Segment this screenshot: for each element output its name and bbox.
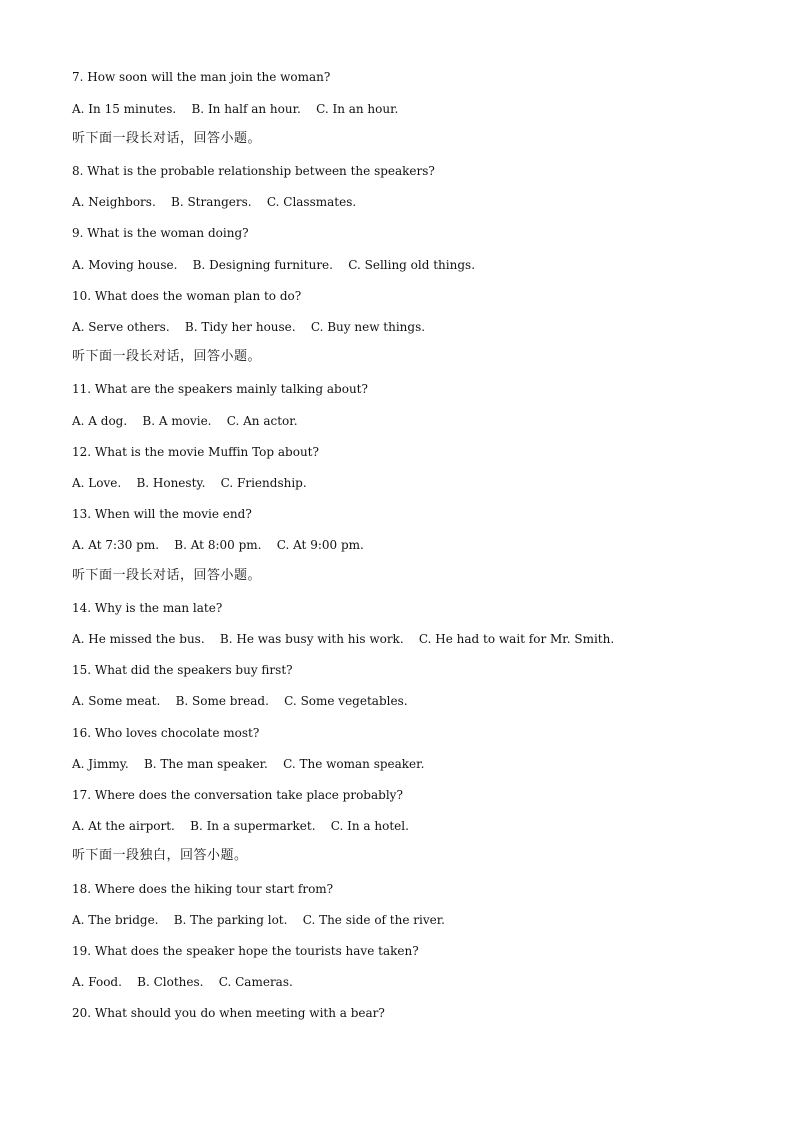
question-20: 20. What should you do when meeting with a bear? (72, 1006, 385, 1020)
options-14: A. He missed the bus. B. He was busy with his work. C. He had to wait for Mr. Smith. (72, 632, 615, 646)
question-7: 7. How soon will the man join the woman? (72, 70, 331, 84)
options-18: A. The bridge. B. The parking lot. C. The side of the river. (72, 913, 445, 927)
options-9: A. Moving house. B. Designing furniture. C. Selling old things. (72, 258, 476, 272)
question-10: 10. What does the woman plan to do? (72, 289, 302, 303)
options-15: A. Some meat. B. Some bread. C. Some vegetables. (72, 694, 408, 708)
question-8: 8. What is the probable relationship between the speakers? (72, 164, 435, 178)
question-19: 19. What does the speaker hope the tourists have taken? (72, 944, 419, 958)
question-15: 15. What did the speakers buy first? (72, 663, 293, 677)
options-10: A. Serve others. B. Tidy her house. C. Buy new things. (72, 320, 426, 334)
options-16: A. Jimmy. B. The man speaker. C. The woman speaker. (72, 757, 425, 771)
question-9: 9. What is the woman doing? (72, 226, 249, 240)
options-12: A. Love. B. Honesty. C. Friendship. (72, 476, 307, 490)
question-11: 11. What are the speakers mainly talking about? (72, 382, 368, 396)
options-17: A. At the airport. B. In a supermarket. C. In a hotel. (72, 819, 409, 833)
question-12: 12. What is the movie Muffin Top about? (72, 445, 319, 459)
question-17: 17. Where does the conversation take place probably? (72, 788, 403, 802)
section-instruction: 听下面一段长对话，回答小题。 (72, 568, 262, 583)
options-19: A. Food. B. Clothes. C. Cameras. (72, 975, 293, 989)
question-16: 16. Who loves chocolate most? (72, 726, 260, 740)
options-13: A. At 7:30 pm. B. At 8:00 pm. C. At 9:00 pm. (72, 538, 364, 552)
question-18: 18. Where does the hiking tour start from? (72, 882, 334, 896)
options-8: A. Neighbors. B. Strangers. C. Classmates. (72, 195, 357, 209)
section-instruction: 听下面一段独白，回答小题。 (72, 848, 248, 863)
section-instruction: 听下面一段长对话，回答小题。 (72, 349, 262, 364)
question-14: 14. Why is the man late? (72, 601, 223, 615)
question-13: 13. When will the movie end? (72, 507, 252, 521)
options-11: A. A dog. B. A movie. C. An actor. (72, 414, 298, 428)
section-instruction: 听下面一段长对话，回答小题。 (72, 131, 262, 146)
options-7: A. In 15 minutes. B. In half an hour. C. In an hour. (72, 102, 399, 116)
